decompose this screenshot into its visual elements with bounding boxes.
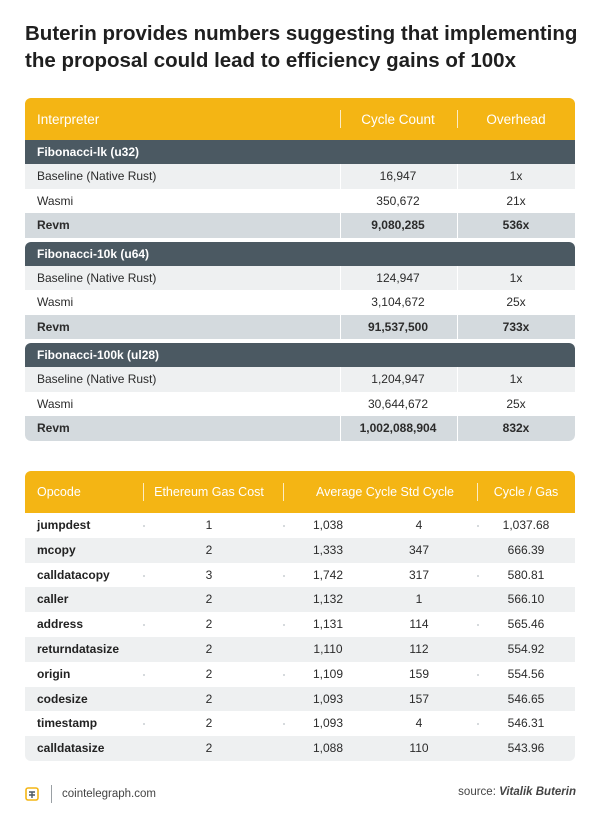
header-cycle-per-gas: Cycle / Gas: [493, 485, 559, 499]
average-cycle: 1,132: [312, 592, 344, 607]
cycle-count: 124,947: [376, 270, 420, 285]
average-cycle: 1,333: [312, 542, 344, 557]
opcode-name: jumpdest: [37, 518, 91, 532]
table-row: [25, 563, 575, 588]
opcode-name: caller: [37, 592, 69, 607]
std-cycle: 1: [415, 592, 423, 607]
group-header: Fibonacci-100k (ul28): [25, 343, 575, 367]
title-line-1: Buterin provides numbers suggesting that implementing: [25, 22, 578, 45]
cycle-per-gas: 546.65: [507, 691, 545, 706]
column-dot-divider: [477, 575, 479, 577]
gas-cost: 2: [205, 741, 213, 756]
std-cycle: 157: [408, 691, 430, 706]
cycle-count: 350,672: [376, 193, 420, 208]
interpreter-name: Revm: [37, 218, 70, 232]
interpreter-name: Baseline (Native Rust): [37, 169, 157, 183]
interpreter-table-header: [25, 98, 575, 140]
interpreter-name: Wasmi: [37, 193, 74, 208]
table-row-total: [25, 416, 575, 441]
overhead: 1x: [509, 270, 523, 285]
gas-cost: 2: [205, 691, 213, 706]
opcode-name: mcopy: [37, 542, 76, 557]
cycle-count: 1,002,088,904: [359, 421, 437, 435]
gas-cost: 2: [205, 617, 213, 632]
cycle-per-gas: 566.10: [507, 592, 545, 607]
std-cycle: 159: [408, 666, 430, 681]
cycle-count: 3,104,672: [371, 295, 425, 309]
average-cycle: 1,093: [312, 716, 344, 731]
footer: [25, 783, 156, 805]
interpreter-name: Wasmi: [37, 295, 74, 309]
source-credit: [458, 786, 576, 798]
average-cycle: 1,088: [312, 741, 344, 756]
header-overhead: Overhead: [486, 111, 546, 127]
gas-cost: 2: [205, 716, 213, 731]
cycle-per-gas: 543.96: [507, 741, 545, 756]
table-row: [25, 736, 575, 761]
group-header: Fibonacci-10k (u64): [25, 242, 575, 266]
cycle-per-gas: 1,037.68: [502, 518, 550, 532]
column-dot-divider: [283, 575, 285, 577]
opcode-name: returndatasize: [37, 641, 120, 656]
header-divider: [283, 483, 284, 501]
opcode-name: timestamp: [37, 716, 98, 731]
std-cycle: 4: [415, 518, 423, 532]
header-cycle-count: Cycle Count: [361, 111, 435, 127]
interpreter-table: [25, 98, 575, 441]
average-cycle: 1,038: [312, 518, 344, 532]
std-cycle: 110: [409, 741, 429, 756]
footer-divider: [51, 785, 52, 803]
cycle-count: 16,947: [379, 169, 417, 183]
table-row: [25, 290, 575, 315]
group-header: Fibonacci-lk (u32): [25, 140, 575, 164]
overhead: 1x: [509, 169, 523, 183]
table-row: [25, 662, 575, 687]
average-cycle: 1,742: [312, 567, 344, 582]
cycle-per-gas: 580.81: [507, 567, 545, 582]
cycle-per-gas: 565.46: [507, 617, 545, 632]
source-prefix: source:: [458, 786, 496, 798]
gas-cost: 2: [205, 592, 213, 607]
opcode-name: codesize: [37, 691, 88, 706]
overhead: 21x: [506, 193, 526, 208]
interpreter-name: Baseline (Native Rust): [37, 372, 157, 386]
opcode-name: calldatasize: [37, 741, 105, 756]
table-row: [25, 392, 575, 417]
table-row: [25, 587, 575, 612]
std-cycle: 112: [409, 641, 429, 656]
average-cycle: 1,093: [312, 691, 344, 706]
page-title: [25, 20, 585, 74]
overhead: 25x: [506, 396, 526, 411]
cycle-count: 1,204,947: [371, 372, 425, 386]
column-dot-divider: [477, 674, 479, 676]
table-row: [25, 513, 575, 538]
cycle-count: 30,644,672: [367, 396, 429, 411]
column-dot-divider: [283, 674, 285, 676]
table-row: [25, 637, 575, 662]
interpreter-name: Revm: [37, 319, 70, 334]
table-row: [25, 612, 575, 637]
interpreter-name: Wasmi: [37, 396, 74, 411]
header-opcode: Opcode: [37, 485, 81, 499]
gas-cost: 2: [205, 641, 213, 656]
table-row-total: [25, 213, 575, 238]
cycle-count: 91,537,500: [367, 319, 429, 334]
header-interpreter: Interpreter: [37, 111, 100, 127]
opcode-table: [25, 471, 575, 761]
table-row: [25, 367, 575, 392]
std-cycle: 317: [408, 567, 430, 582]
opcode-name: calldatacopy: [37, 567, 110, 582]
overhead: 25x: [506, 295, 526, 309]
header-avg-std-cycle: Average Cycle Std Cycle: [315, 485, 455, 499]
header-gas-cost: Ethereum Gas Cost: [154, 485, 264, 499]
column-dot-divider: [143, 674, 145, 676]
table-row: [25, 687, 575, 712]
opcode-name: address: [37, 617, 84, 632]
cycle-per-gas: 546.31: [507, 716, 545, 731]
opcode-table-header: [25, 471, 575, 513]
cycle-per-gas: 554.56: [507, 666, 545, 681]
overhead: 1x: [509, 372, 523, 386]
title-line-2: the proposal could lead to efficiency gains of 100x: [25, 49, 516, 72]
table-row: [25, 711, 575, 736]
table-row: [25, 189, 575, 214]
table-row: [25, 266, 575, 291]
std-cycle: 114: [409, 617, 429, 632]
average-cycle: 1,109: [312, 666, 344, 681]
gas-cost: 2: [205, 542, 213, 557]
source-name: Vitalik Buterin: [499, 786, 576, 798]
cycle-per-gas: 666.39: [507, 542, 545, 557]
overhead: 832x: [502, 421, 530, 435]
gas-cost: 1: [205, 518, 213, 532]
gas-cost: 2: [205, 666, 213, 681]
table-row: [25, 538, 575, 563]
cointelegraph-logo-icon: [25, 786, 41, 802]
overhead: 536x: [502, 218, 530, 232]
opcode-table-body: [25, 513, 575, 761]
average-cycle: 1,131: [312, 617, 344, 632]
column-dot-divider: [283, 525, 285, 527]
std-cycle: 4: [415, 716, 423, 731]
footer-site: cointelegraph.com: [62, 788, 156, 800]
cycle-count: 9,080,285: [371, 218, 425, 232]
gas-cost: 3: [205, 567, 213, 582]
interpreter-name: Revm: [37, 421, 70, 435]
cycle-per-gas: 554.92: [507, 641, 545, 656]
column-dot-divider: [143, 525, 145, 527]
overhead: 733x: [502, 319, 530, 334]
std-cycle: 347: [408, 542, 430, 557]
column-dot-divider: [477, 525, 479, 527]
column-dot-divider: [143, 575, 145, 577]
table-row-total: [25, 315, 575, 340]
average-cycle: 1,110: [313, 641, 343, 656]
opcode-name: origin: [37, 666, 71, 681]
table-row: [25, 164, 575, 189]
interpreter-name: Baseline (Native Rust): [37, 270, 157, 285]
